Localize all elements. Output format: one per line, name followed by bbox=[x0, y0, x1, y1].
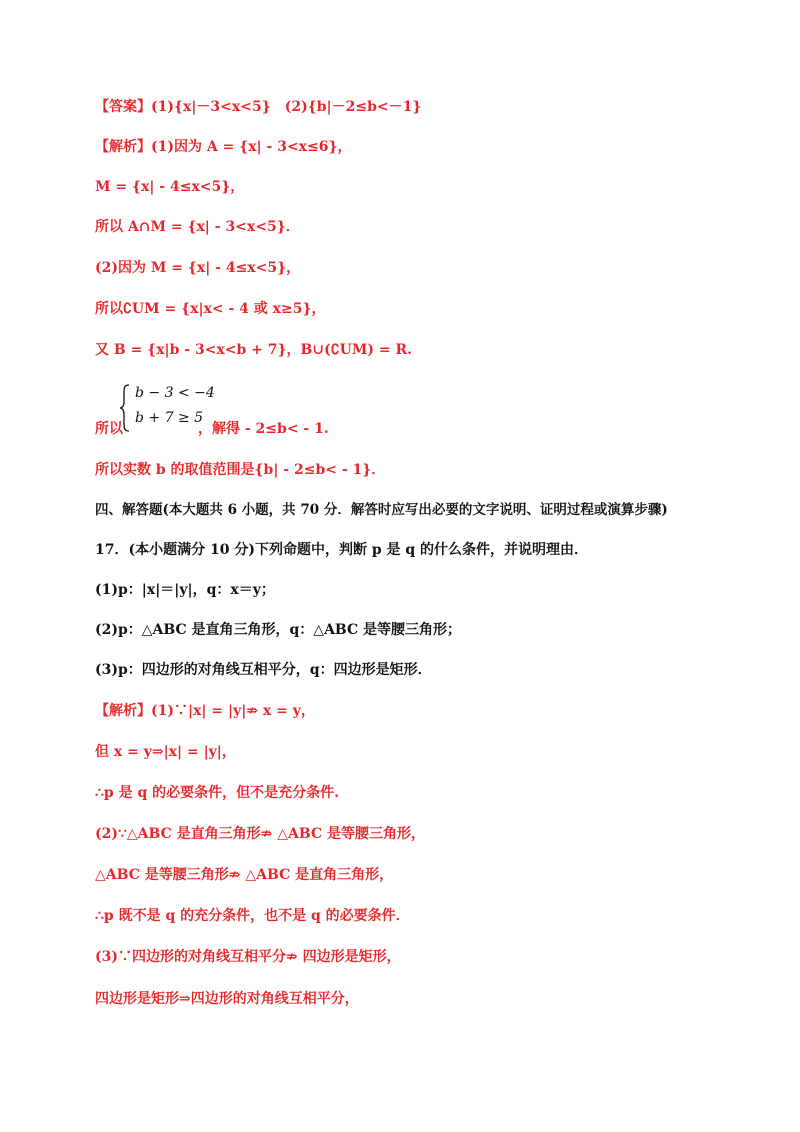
problem-17-item-3: (3)p：四边形的对角线互相平分，q：四边形是矩形． bbox=[95, 662, 432, 678]
analysis-line-8: 所以实数 b 的取值范围是{b| - 2≤b< - 1}． bbox=[95, 462, 386, 478]
problem-17-item-2: (2)p：△ABC 是直角三角形，q：△ABC 是等腰三角形； bbox=[95, 622, 462, 638]
problem-17-item-1: (1)p：|x|＝|y|，q：x＝y； bbox=[95, 582, 275, 598]
system-row-2: b + 7 ≥ 5 bbox=[135, 410, 204, 426]
section-heading: 四、解答题(本大题共 6 小题，共 70 分．解答时应写出必要的文字说明、证明过程或演算步骤) bbox=[95, 502, 668, 518]
solution-line-5: △ABC 是等腰三角形⇏ △ABC 是直角三角形， bbox=[95, 867, 394, 883]
analysis-line-4: (2)因为 M = {x| - 4≤x<5}， bbox=[95, 260, 301, 276]
problem-17-title: 17．(本小题满分 10 分)下列命题中，判断 p 是 q 的什么条件，并说明理由． bbox=[95, 542, 589, 558]
analysis-line-7-suffix: ，解得 - 2≤b< - 1. bbox=[198, 421, 329, 437]
solution-line-1: 【解析】(1)∵|x| = |y|⇏ x = y， bbox=[95, 703, 315, 719]
solution-line-2: 但 x = y⇒|x| = |y|， bbox=[95, 744, 236, 760]
inequality-system bbox=[117, 382, 215, 434]
solution-line-4: (2)∵△ABC 是直角三角形⇏ △ABC 是等腰三角形， bbox=[95, 826, 425, 842]
solution-line-7: (3)∵四边形的对角线互相平分⇏ 四边形是矩形， bbox=[95, 949, 401, 965]
solution-line-3: ∴p 是 q 的必要条件，但不是充分条件. bbox=[95, 785, 339, 801]
analysis-line-5: 所以∁UM = {x|x< - 4 或 x≥5}， bbox=[95, 301, 326, 317]
answer-line: 【答案】(1){x|－3<x<5} (2){b|－2≤b<－1} bbox=[95, 99, 422, 115]
solution-line-6: ∴p 既不是 q 的充分条件，也不是 q 的必要条件． bbox=[95, 908, 410, 924]
analysis-line-1: 【解析】(1)因为 A = {x| - 3<x≤6}， bbox=[95, 139, 352, 155]
solution-line-8: 四边形是矩形⇒四边形的对角线互相平分， bbox=[95, 991, 359, 1007]
analysis-line-6: 又 B = {x|b - 3<x<b + 7}，B∪(∁UM) = R. bbox=[95, 342, 412, 358]
analysis-line-3: 所以 A∩M = {x| - 3<x<5}． bbox=[95, 219, 300, 235]
analysis-line-7-prefix: 所以 bbox=[95, 421, 123, 437]
system-row-1: b − 3 < −4 bbox=[135, 385, 215, 401]
analysis-line-2: M = {x| - 4≤x<5}， bbox=[95, 179, 245, 195]
